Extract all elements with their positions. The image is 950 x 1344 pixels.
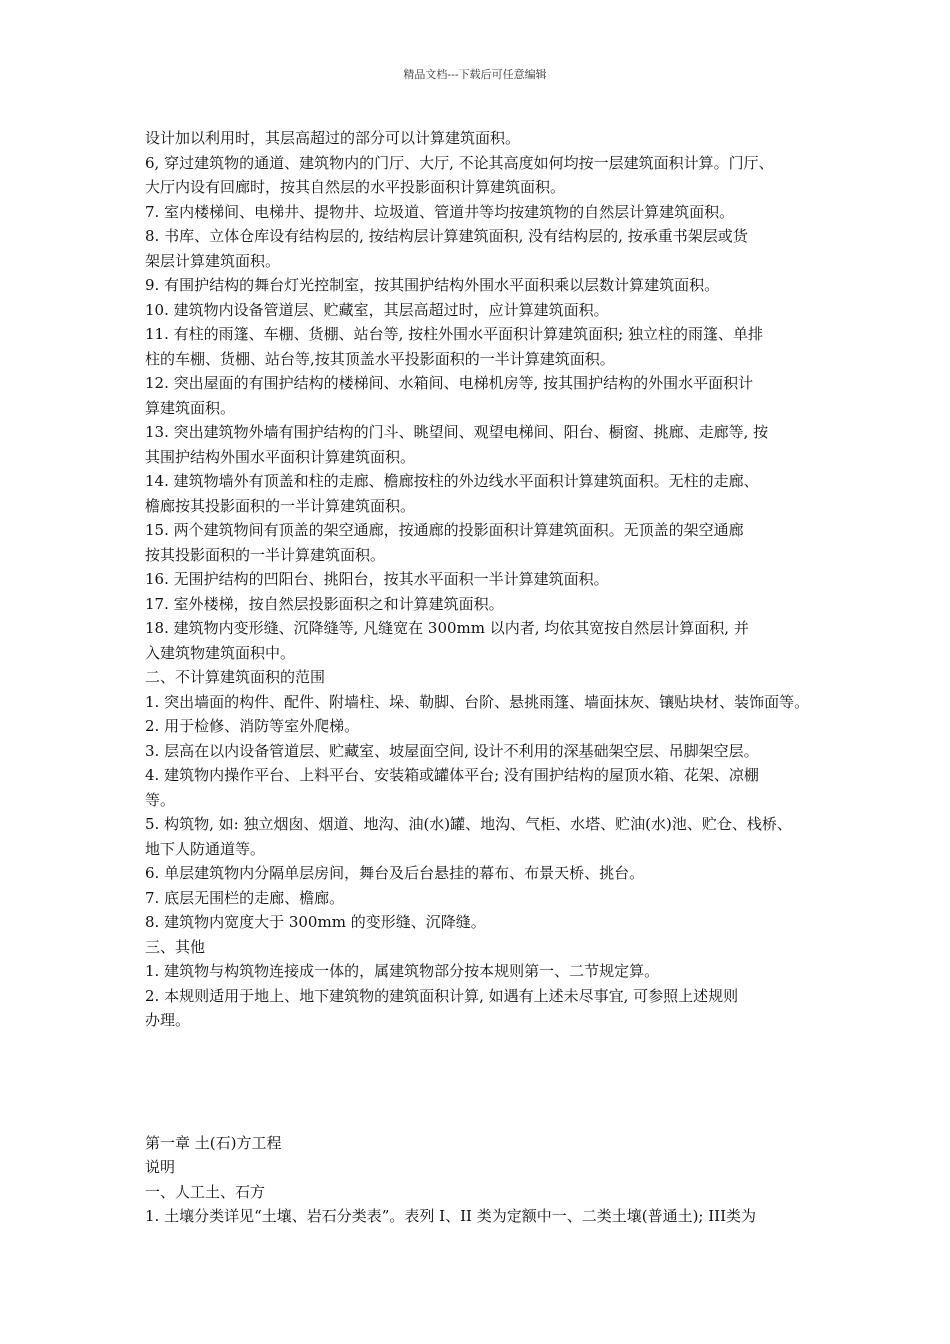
text-line: 4. 建筑物内操作平台、上料平台、安装箱或罐体平台; 没有围护结构的屋顶水箱、花架、凉棚: [145, 766, 759, 784]
text-line: 设计加以利用时，其层高超过的部分可以计算建筑面积。: [145, 129, 521, 147]
text-line: 9. 有围护结构的舞台灯光控制室，按其围护结构外围水平面积乘以层数计算建筑面积。: [145, 276, 720, 294]
text-line: 8. 建筑物内宽度大于 300mm 的变形缝、沉降缝。: [145, 913, 486, 931]
text-line: 12. 突出屋面的有围护结构的楼梯间、水箱间、电梯机房等, 按其围护结构的外围水平面积计: [145, 374, 754, 392]
text-line: 地下人防通道等。: [145, 839, 266, 858]
text-line: 10. 建筑物内设备管道层、贮藏室，其层高超过时，应计算建筑面积。: [145, 300, 609, 319]
text-line: 11. 有柱的雨篷、车棚、货棚、站台等, 按柱外围水平面积计算建筑面积; 独立柱的雨篷、单排: [145, 325, 763, 343]
text-line: 16. 无围护结构的凹阳台、挑阳台，按其水平面积一半计算建筑面积。: [145, 570, 609, 588]
text-line: 8. 书库、立体仓库设有结构层的, 按结构层计算建筑面积, 没有结构层的, 按承重书架层或货: [145, 227, 748, 245]
text-line: 15. 两个建筑物间有顶盖的架空通廊，按通廊的投影面积计算建筑面积。无顶盖的架空通廊: [145, 521, 744, 539]
page-header: 精品文档---下载后可任意编辑: [403, 68, 547, 81]
text-line: 说明: [145, 1158, 176, 1176]
text-line: 2. 用于检修、消防等室外爬梯。: [145, 717, 360, 735]
text-line: 1. 建筑物与构筑物连接成一体的，属建筑物部分按本规则第一、二节规定算。: [145, 962, 660, 980]
section-spacer: [145, 1033, 825, 1131]
text-line: 入建筑物建筑面积中。: [145, 643, 296, 662]
text-line: 其围护结构外围水平面积计算建筑面积。: [145, 447, 416, 466]
text-line: 第一章 土(石)方工程: [145, 1133, 282, 1152]
text-line: 3. 层高在以内设备管道层、贮藏室、坡屋面空间, 设计不利用的深基础架空层、吊脚架空层。: [145, 741, 759, 760]
text-line: 大厅内设有回廊时，按其自然层的水平投影面积计算建筑面积。: [145, 178, 566, 196]
chapter-section: [145, 1131, 825, 1229]
text-line: 一、人工土、石方: [145, 1182, 266, 1201]
text-line: 5. 构筑物, 如: 独立烟囱、烟道、地沟、油(水)罐、地沟、气柜、水塔、贮油(水)池、贮仓、栈桥、: [145, 815, 792, 833]
text-line: 2. 本规则适用于地上、地下建筑物的建筑面积计算, 如遇有上述未尽事宜, 可参照上述规则: [145, 986, 739, 1005]
text-line: 1. 土壤分类详见“土壤、岩石分类表”。表列 I、II 类为定额中一、二类土壤(普通土); III类为: [145, 1207, 757, 1225]
text-line: 等。: [145, 790, 176, 809]
text-line: 办理。: [145, 1011, 191, 1029]
text-line: 二、不计算建筑面积的范围: [145, 668, 326, 686]
text-line: 架层计算建筑面积。: [145, 251, 281, 270]
text-line: 7. 室内楼梯间、电梯井、提物井、垃圾道、管道井等均按建筑物的自然层计算建筑面积。: [145, 202, 735, 221]
text-line: 18. 建筑物内变形缝、沉降缝等, 凡缝宽在 300mm 以内者, 均依其宽按自然层计算面积, 并: [145, 619, 749, 637]
rules-section: [145, 126, 825, 1033]
text-line: 7. 底层无围栏的走廊、檐廊。: [145, 888, 345, 907]
text-line: 柱的车棚、货棚、站台等,按其顶盖水平投影面积的一半计算建筑面积。: [145, 349, 615, 368]
text-line: 1. 突出墙面的构件、配件、附墙柱、垛、勒脚、台阶、悬挑雨篷、墙面抹灰、镶贴块材、装饰面等。: [145, 692, 810, 711]
text-line: 6. 单层建筑物内分隔单层房间，舞台及后台悬挂的幕布、布景天桥、挑台。: [145, 864, 645, 882]
text-line: 17. 室外楼梯，按自然层投影面积之和计算建筑面积。: [145, 594, 504, 613]
text-line: 6, 穿过建筑物的通道、建筑物内的门厅、大厅, 不论其高度如何均按一层建筑面积计算。门厅、: [145, 153, 774, 172]
text-line: 14. 建筑物墙外有顶盖和柱的走廊、檐廊按柱的外边线水平面积计算建筑面积。无柱的走廊、: [145, 472, 759, 490]
text-line: 算建筑面积。: [145, 398, 236, 417]
text-line: 檐廊按其投影面积的一半计算建筑面积。: [145, 496, 416, 515]
text-line: 按其投影面积的一半计算建筑面积。: [145, 545, 386, 564]
text-line: 13. 突出建筑物外墙有围护结构的门斗、眺望间、观望电梯间、阳台、橱窗、挑廊、走廊等, 按: [145, 423, 769, 441]
text-line: 三、其他: [145, 937, 206, 956]
document-body: [145, 126, 825, 1229]
